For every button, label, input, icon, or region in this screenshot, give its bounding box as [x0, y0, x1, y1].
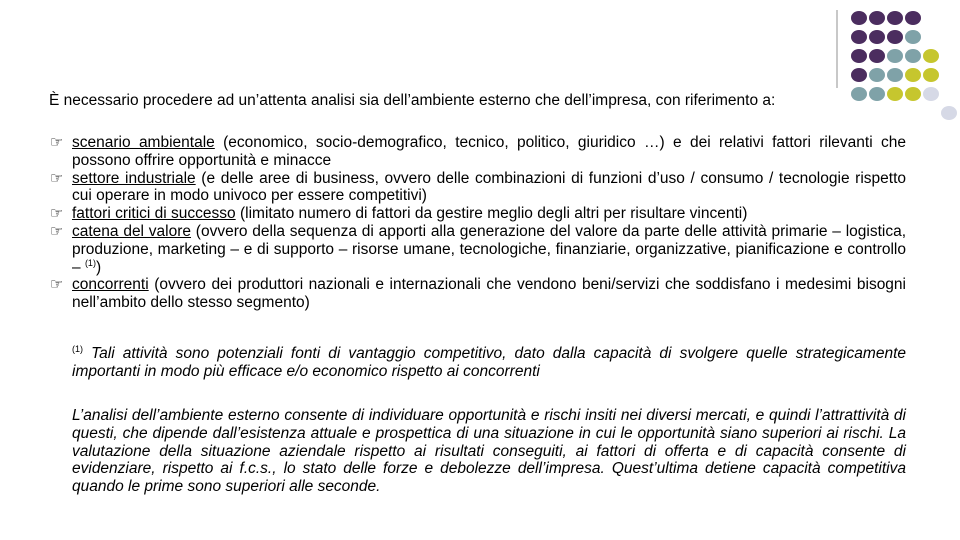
footnote-text: Tali attività sono potenziali fonti di vantaggio competitivo, dato dalla capacità di svolgere quelle strategicamente importanti in modo più efficace e/o economico rispetto ai concorrenti	[72, 345, 906, 380]
decorative-dot	[923, 49, 939, 63]
decorative-dot	[851, 49, 867, 63]
bullet-term: catena del valore	[72, 222, 192, 240]
decorative-dot	[923, 87, 939, 101]
bullet-text: (ovvero dei produttori nazionali e internazionali che vendono beni/servizi che soddisfano i medesimi bisogni nell’ambito dello stesso segmento)	[72, 276, 906, 312]
decorative-dot	[887, 11, 903, 25]
analysis-paragraph: L’analisi dell’ambiente esterno consente di individuare opportunità e rischi insiti nei diversi mercati, e quindi l’attrattività di questi, che dipende dall’esistenza attuale e prospettica di una situazione in cui le opportunità siano superiori ai rischi. La valutazione della situazione aziendale rispetto ai risultati conseguiti, ai fattori di offerta e di capacità consente di evidenziare, rispetto ai f.c.s., lo stato delle forze e debolezze dell’impresa. Quest’ultima detiene capacità competitiva quando le prime sono superiori alle seconde.	[72, 407, 906, 496]
bullet-text: (e delle aree di business, ovvero delle combinazioni di funzioni d’uso / consumo / tecnologie rispetto cui operare in modo univoco per essere competitivi)	[72, 169, 907, 205]
bullet-text: (economico, socio-demografico, tecnico, politico, giuridico …) e dei relativi fattori rilevanti che possono offrire opportunità e minacce	[72, 134, 906, 169]
bullet-term: scenario ambientale	[72, 134, 215, 151]
decorative-dot	[851, 68, 867, 82]
decorative-dot	[869, 49, 885, 63]
pointing-hand-icon: ☞	[50, 133, 64, 151]
bullet-item	[50, 170, 906, 206]
bullet-term: fattori critici di successo	[72, 205, 236, 223]
bullet-term: concorrenti	[72, 276, 149, 294]
decorative-dot	[905, 11, 921, 25]
footnote-marker: (1)	[72, 344, 83, 354]
decorative-dot	[905, 30, 921, 44]
decorative-dot-grid	[851, 11, 959, 131]
pointing-hand-icon: ☞	[50, 275, 64, 294]
bullet-item	[50, 134, 906, 170]
decorative-dot	[869, 68, 885, 82]
decorative-dot	[869, 11, 885, 25]
vertical-divider	[836, 10, 838, 88]
bullet-item	[50, 205, 906, 223]
bullet-text: (limitato numero di fattori da gestire meglio degli altri per risultare vincenti)	[235, 205, 748, 223]
footnote	[72, 345, 906, 381]
decorative-dot	[923, 68, 939, 82]
pointing-hand-icon: ☞	[50, 221, 64, 240]
decorative-dot	[869, 30, 885, 44]
decorative-dot	[851, 30, 867, 44]
decorative-dot	[887, 68, 903, 82]
decorative-dot	[887, 30, 903, 44]
bullet-text: (ovvero della sequenza di apporti alla generazione del valore da parte delle attività primarie – logistica, produzione, marketing – e di supporto – risorse umane, tecnologiche, finanziarie, organizzative, pianificazione e controllo –	[72, 222, 906, 276]
pointing-hand-icon: ☞	[50, 204, 64, 223]
footnote-reference: (1)	[84, 257, 96, 268]
decorative-dot	[851, 11, 867, 25]
decorative-dot	[905, 68, 921, 82]
pointing-hand-icon: ☞	[50, 168, 64, 187]
bullet-text-end: )	[95, 258, 102, 276]
decorative-dot	[905, 49, 921, 63]
decorative-dot	[887, 49, 903, 63]
slide-heading: È necessario procedere ad un’attenta analisi sia dell’ambiente esterno che dell’impresa, con riferimento a:	[49, 92, 776, 109]
decorative-dot	[941, 106, 957, 120]
bullet-item	[50, 276, 906, 312]
bullet-term: settore industriale	[72, 169, 196, 187]
bullet-item	[50, 223, 906, 276]
bullet-list	[50, 134, 906, 312]
